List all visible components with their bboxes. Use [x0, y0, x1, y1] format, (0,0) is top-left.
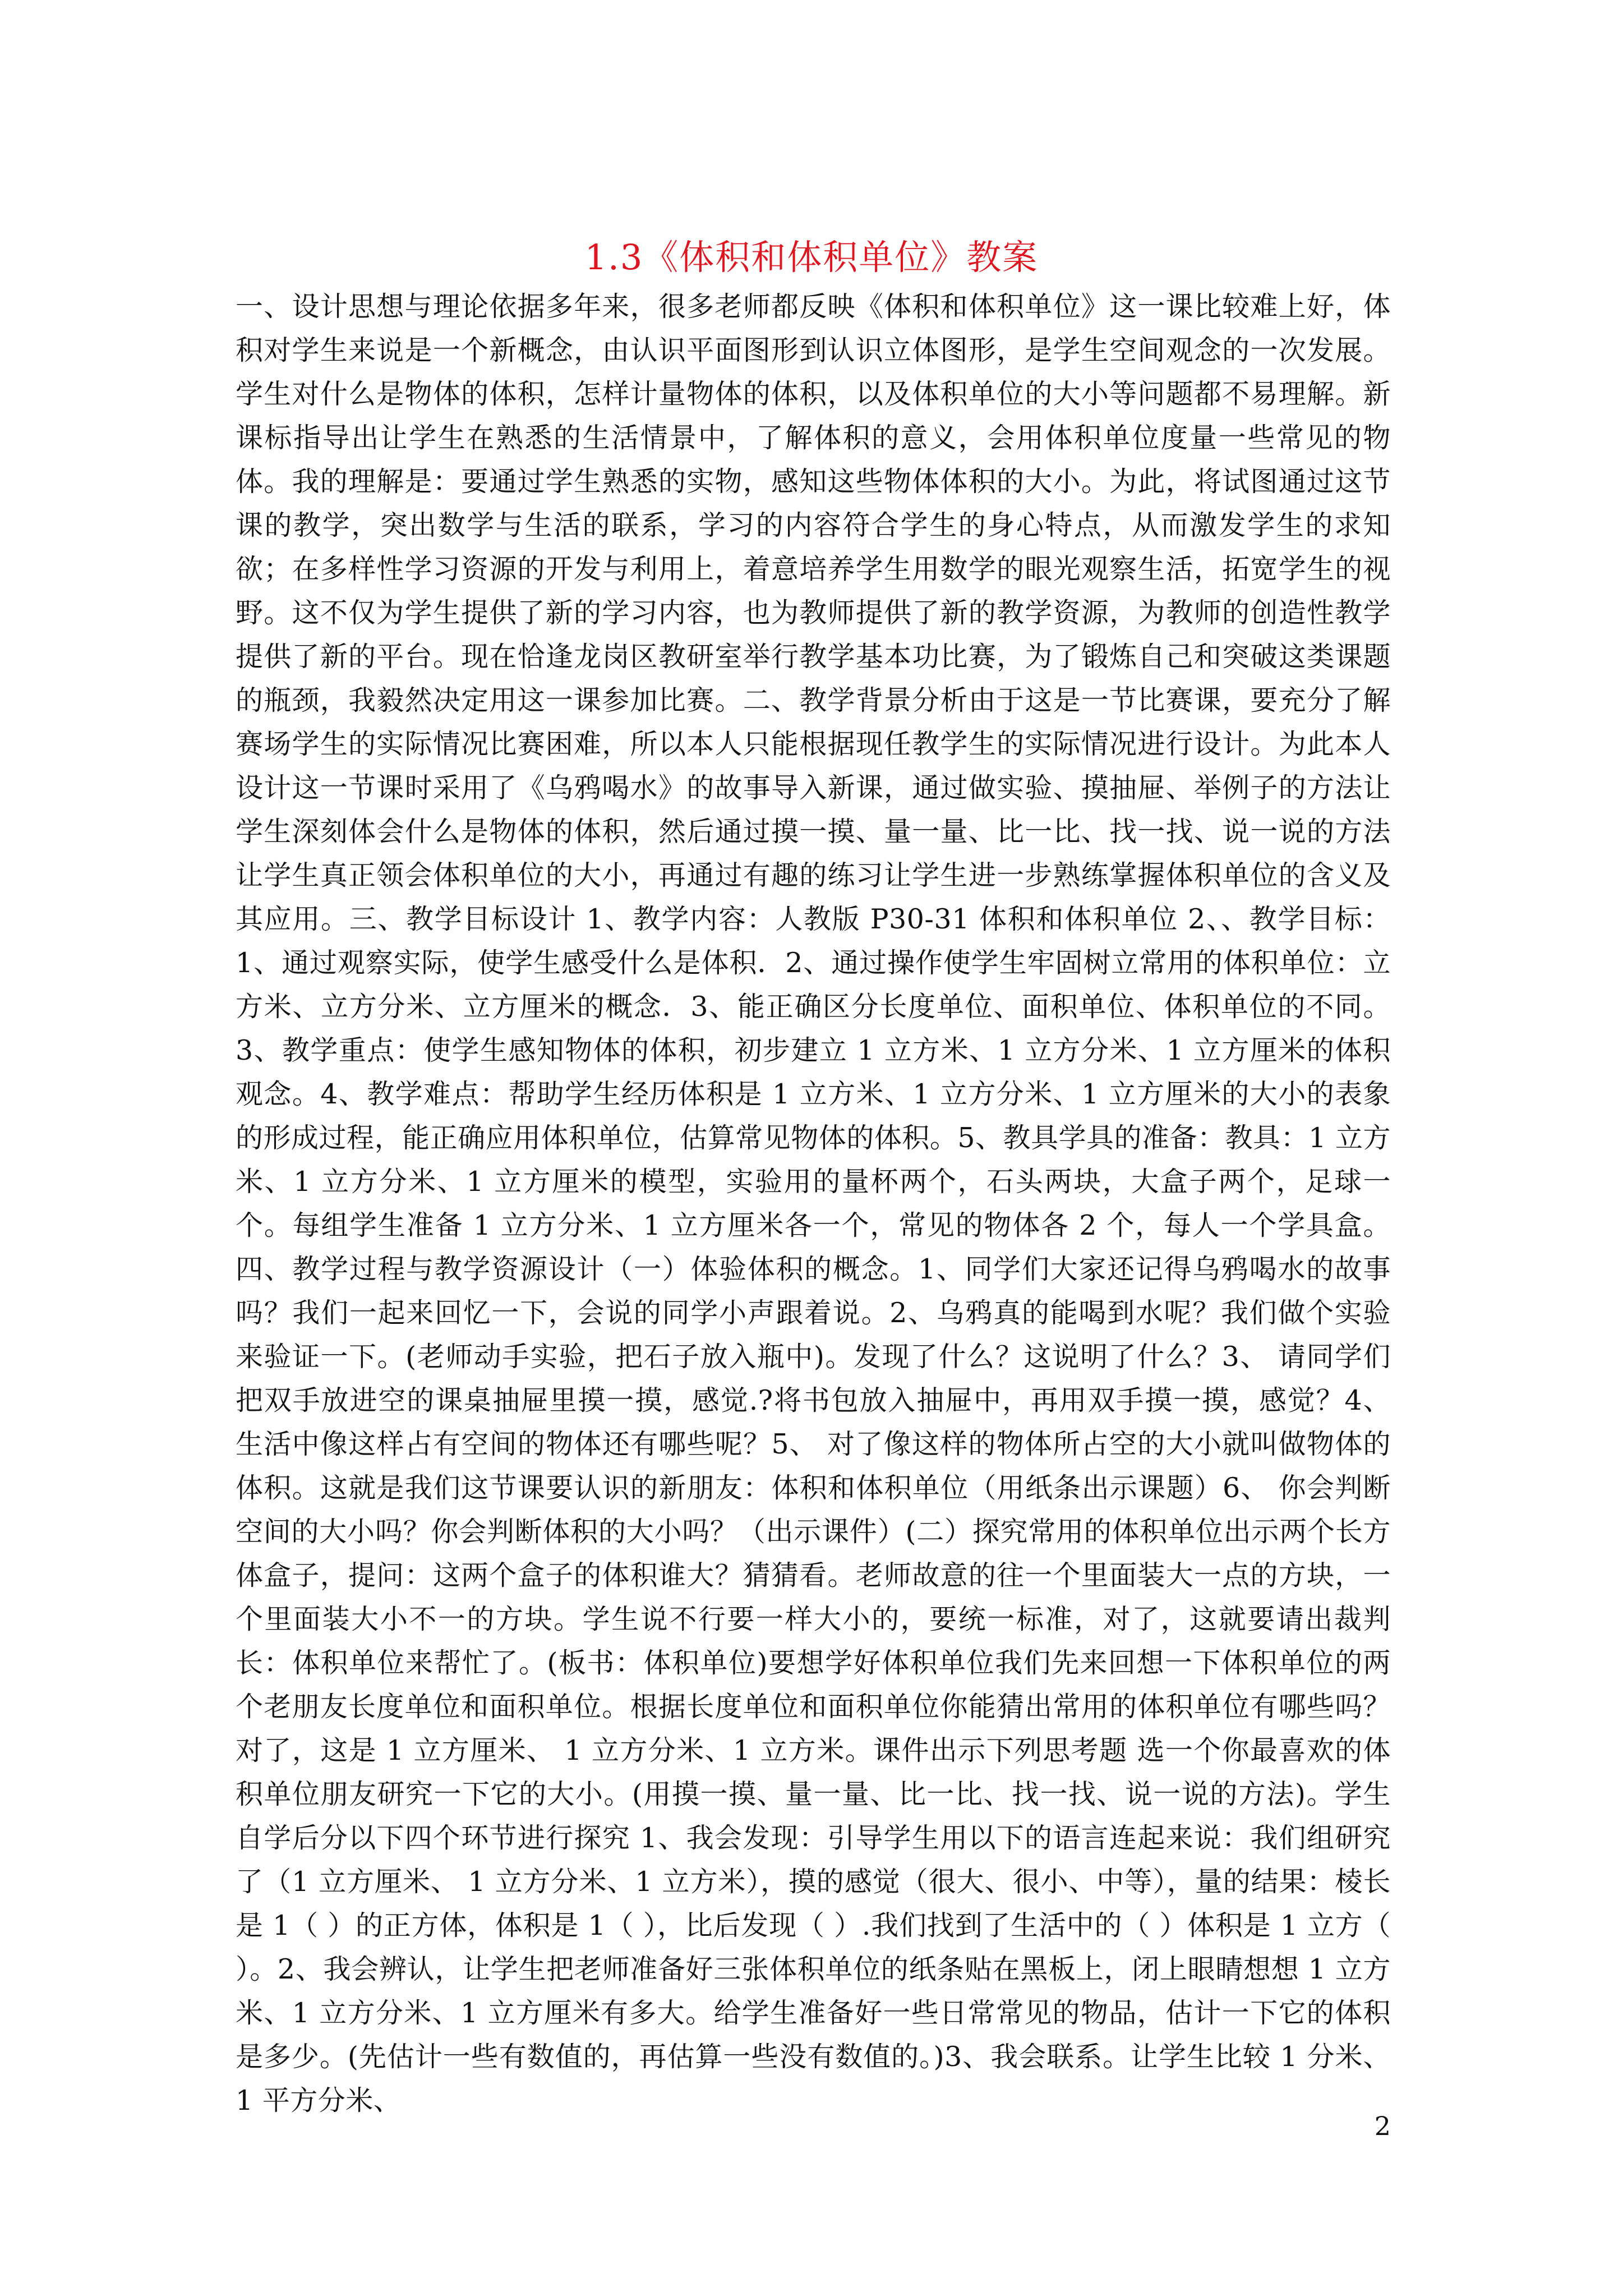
page-number: 2 [1374, 2111, 1391, 2141]
document-body: 一、设计思想与理论依据多年来，很多老师都反映《体积和体积单位》这一课比较难上好，体积对学生来说是一个新概念，由认识平面图形到认识立体图形，是学生空间观念的一次发展。学生对什么是物体的体积，怎样计量物体的体积，以及体积单位的大小等问题都不易理解。新课标指导出让学生在熟悉的生活情景中，了解体积的意义，会用体积单位度量一些常见的物体。我的理解是：要通过学生熟悉的实物，感知这些物体体积的大小。为此，将试图通过这节课的教学，突出数学与生活的联系，学习的内容符合学生的身心特点，从而激发学生的求知欲；在多样性学习资源的开发与利用上，着意培养学生用数学的眼光观察生活，拓宽学生的视野。这不仅为学生提供了新的学习内容，也为教师提供了新的教学资源，为教师的创造性教学提供了新的平台。现在恰逢龙岗区教研室举行教学基本功比赛，为了锻炼自己和突破这类课题的瓶颈，我毅然决定用这一课参加比赛。二、教学背景分析由于这是一节比赛课，要充分了解赛场学生的实际情况比赛困难，所以本人只能根据现任教学生的实际情况进行设计。为此本人设计这一节课时采用了《乌鸦喝水》的故事导入新课，通过做实验、摸抽屉、举例子的方法让学生深刻体会什么是物体的体积，然后通过摸一摸、量一量、比一比、找一找、说一说的方法让学生真正领会体积单位的大小，再通过有趣的练习让学生进一步熟练掌握体积单位的含义及其应用。三、教学目标设计 1、教学内容：人教版 P30-31 体积和体积单位 2、、教学目标：1、通过观察实际，使学生感受什么是体积．2、通过操作使学生牢固树立常用的体积单位：立方米、立方分米、立方厘米的概念．3、能正确区分长度单位、面积单位、体积单位的不同。3、教学重点：使学生感知物体的体积，初步建立 1 立方米、1 立方分米、1 立方厘米的体积观念。4、教学难点：帮助学生经历体积是 1 立方米、1 立方分米、1 立方厘米的大小的表象的形成过程，能正确应用体积单位，估算常见物体的体积。5、教具学具的准备：教具：1 立方米、1 立方分米、1 立方厘米的模型，实验用的量杯两个，石头两块，大盒子两个，足球一个。每组学生准备 1 立方分米、1 立方厘米各一个，常见的物体各 2 个，每人一个学具盒。四、教学过程与教学资源设计（一）体验体积的概念。1、同学们大家还记得乌鸦喝水的故事吗？我们一起来回忆一下，会说的同学小声跟着说。2、乌鸦真的能喝到水呢？我们做个实验来验证一下。(老师动手实验，把石子放入瓶中)。发现了什么？这说明了什么？3、 请同学们把双手放进空的课桌抽屉里摸一摸，感觉.?将书包放入抽屉中，再用双手摸一摸，感觉？4、 生活中像这样占有空间的物体还有哪些呢？5、 对了像这样的物体所占空的大小就叫做物体的体积。这就是我们这节课要认识的新朋友：体积和体积单位（用纸条出示课题）6、 你会判断空间的大小吗？你会判断体积的大小吗？（出示课件）(二）探究常用的体积单位出示两个长方体盒子，提问：这两个盒子的体积谁大？猜猜看。老师故意的往一个里面装大一点的方块，一个里面装大小不一的方块。学生说不行要一样大小的，要统一标准，对了，这就要请出裁判长：体积单位来帮忙了。(板书：体积单位)要想学好体积单位我们先来回想一下体积单位的两个老朋友长度单位和面积单位。根据长度单位和面积单位你能猜出常用的体积单位有哪些吗？对了，这是 1 立方厘米、 1 立方分米、1 立方米。课件出示下列思考题 选一个你最喜欢的体积单位朋友研究一下它的大小。(用摸一摸、量一量、比一比、找一找、说一说的方法)。学生自学后分以下四个环节进行探究 1、我会发现：引导学生用以下的语言连起来说：我们组研究了（1 立方厘米、 1 立方分米、1 立方米），摸的感觉（很大、很小、中等），量的结果：棱长是 1（ ）的正方体，体积是 1（ ），比后发现（ ）.我们找到了生活中的（ ）体积是 1 立方（ ）。2、我会辨认，让学生把老师准备好三张体积单位的纸条贴在黑板上，闭上眼睛想想 1 立方米、1 立方分米、1 立方厘米有多大。给学生准备好一些日常常见的物品，估计一下它的体积是多少。(先估计一些有数值的，再估算一些没有数值的。)3、我会联系。让学生比较 1 分米、1 平方分米、 [236, 291, 1391, 2116]
document-title: 1.3《体积和体积单位》教案 [584, 236, 1039, 278]
